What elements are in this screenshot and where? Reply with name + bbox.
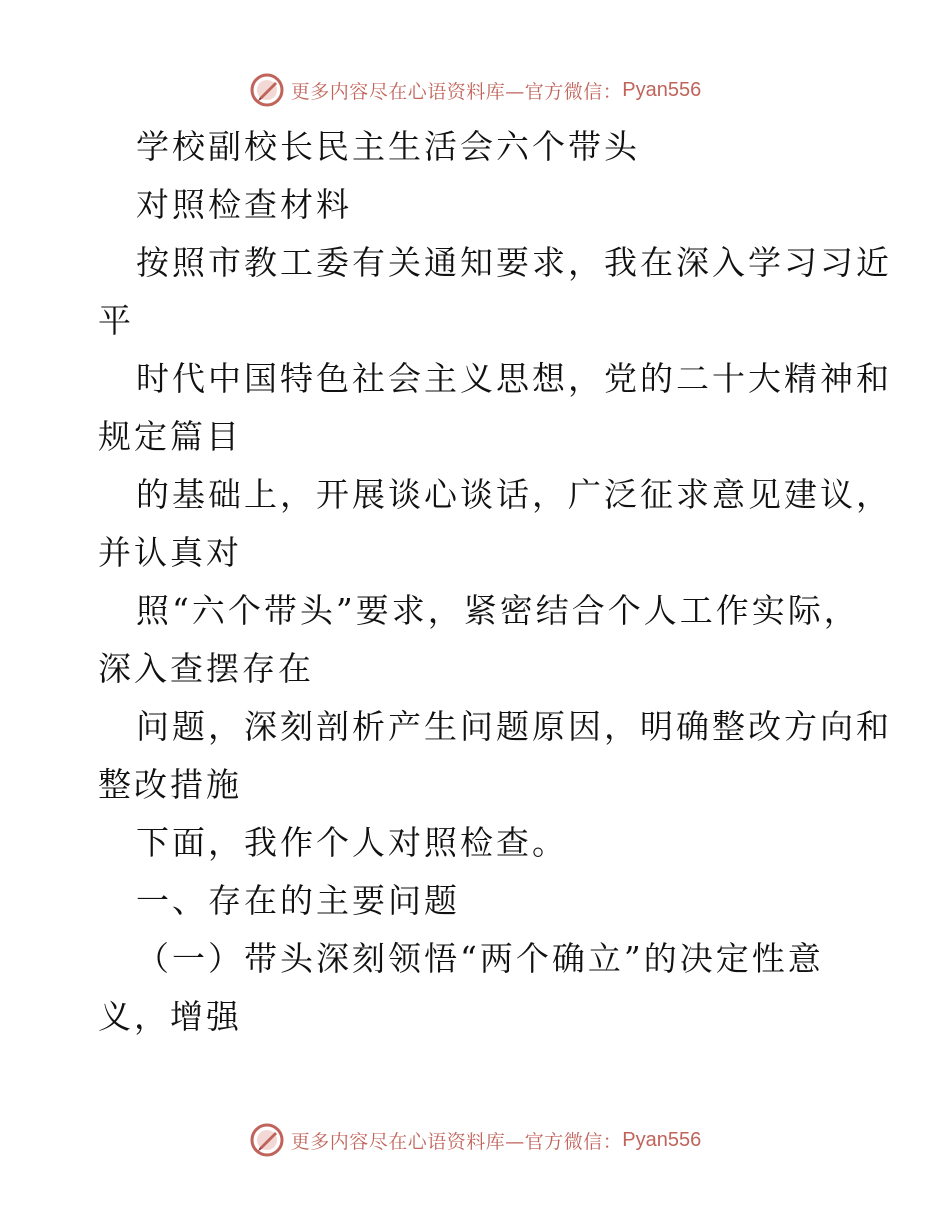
- watermark-text: 更多内容尽在心语资料库—官方微信：: [290, 80, 623, 103]
- text-line: 整改措施: [98, 765, 242, 804]
- pen-logo-icon: [249, 72, 285, 108]
- footer-watermark: [0, 1120, 950, 1160]
- watermark-wechat-id: Pyan556: [622, 78, 702, 101]
- watermark-wechat-id: Pyan556: [622, 1128, 702, 1151]
- text-line: 平: [98, 301, 134, 340]
- text-line: 对照检查材料: [136, 185, 352, 224]
- watermark-text: 更多内容尽在心语资料库—官方微信：: [290, 1130, 623, 1153]
- text-line: 问题，深刻剖析产生问题原因，明确整改方向和: [136, 707, 892, 746]
- document-body: [98, 118, 892, 1046]
- text-line: 按照市教工委有关通知要求，我在深入学习习近: [136, 243, 892, 282]
- text-line: 照“六个带头”要求，紧密结合个人工作实际，: [136, 591, 860, 630]
- text-line: 并认真对: [98, 533, 242, 572]
- text-line: 深入查摆存在: [98, 649, 314, 688]
- text-line: 一、存在的主要问题: [136, 881, 460, 920]
- text-line: （一）带头深刻领悟“两个确立”的决定性意: [136, 939, 824, 978]
- text-line: 的基础上，开展谈心谈话，广泛征求意见建议，: [136, 475, 892, 514]
- text-line: 义，增强: [98, 997, 242, 1036]
- text-line: 下面，我作个人对照检查。: [136, 823, 568, 862]
- text-line: 时代中国特色社会主义思想，党的二十大精神和: [136, 359, 892, 398]
- header-watermark: [0, 70, 950, 110]
- text-line: 学校副校长民主生活会六个带头: [136, 127, 640, 166]
- pen-logo-icon: [249, 1122, 285, 1158]
- text-line: 规定篇目: [98, 417, 242, 456]
